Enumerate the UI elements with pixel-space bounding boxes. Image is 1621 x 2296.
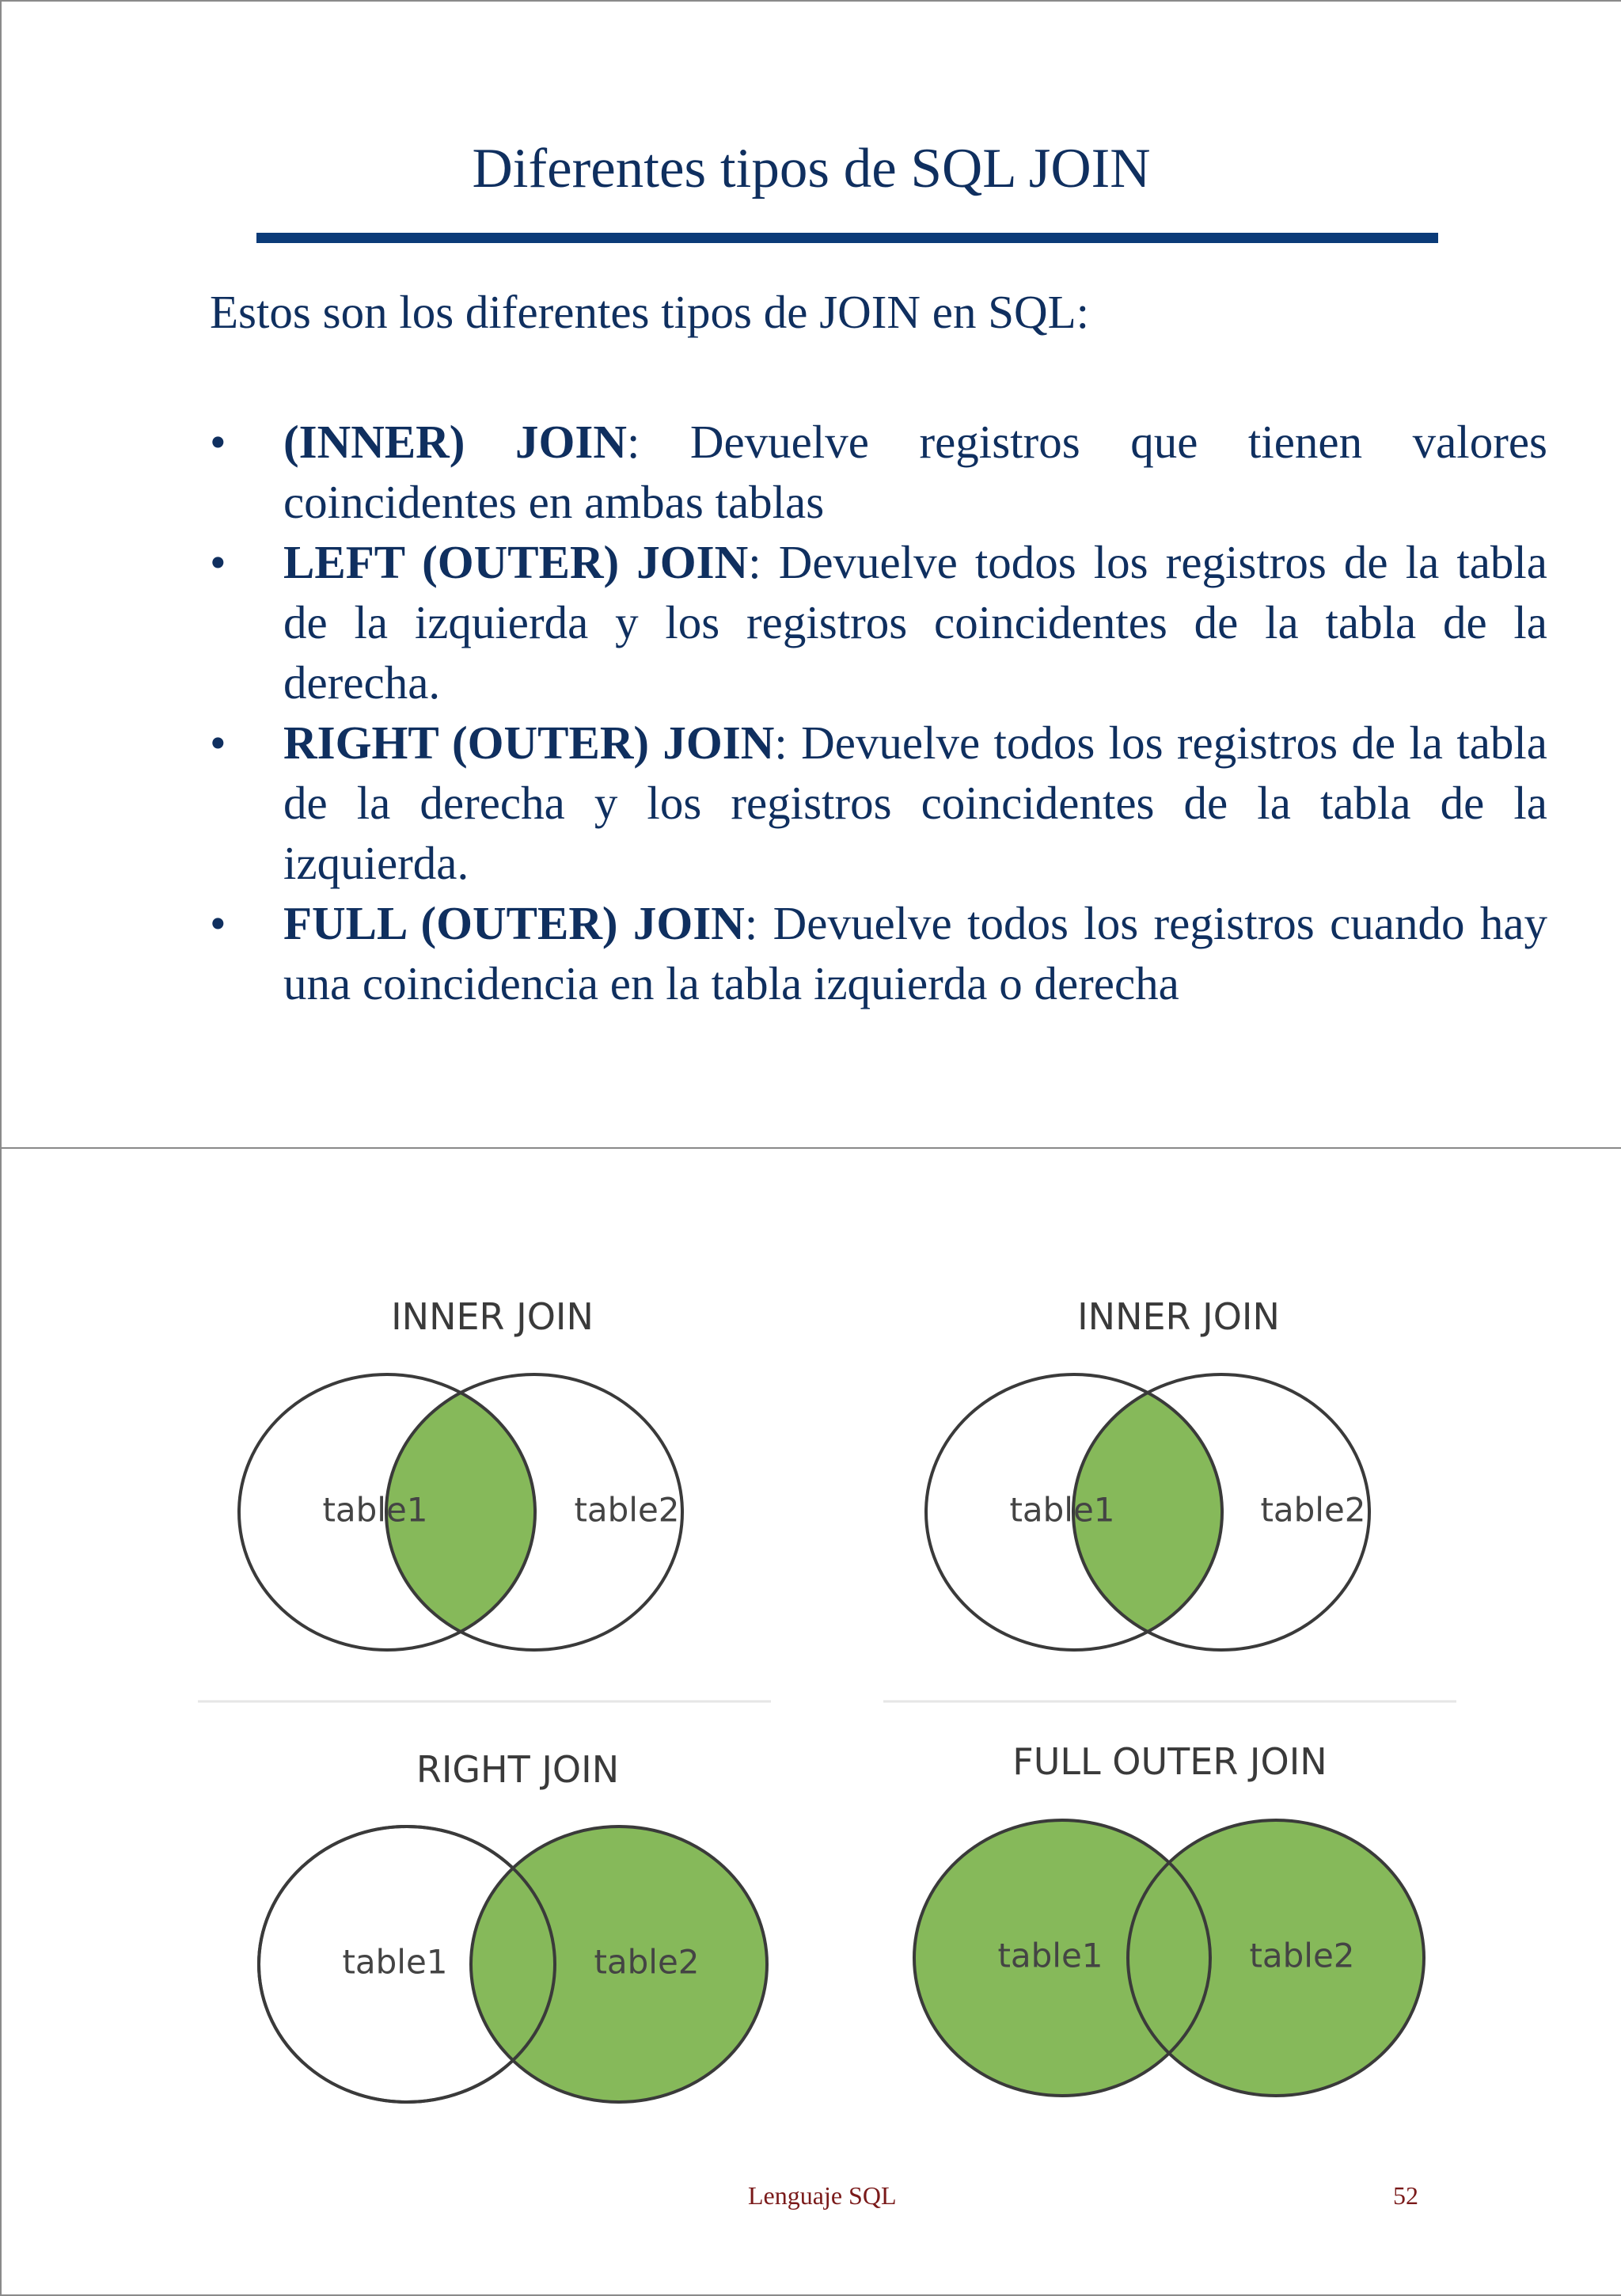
venn-right-label: table2: [1260, 1490, 1366, 1530]
venn-left-label: table1: [1009, 1490, 1115, 1530]
footer-title: Lenguaje SQL: [748, 2181, 897, 2210]
join-description: : Devuelve todos los registros de la tabla de la izquierda y los registros coincidentes de la tabla de la derecha.: [283, 536, 1547, 709]
venn-left-label: table1: [322, 1490, 428, 1530]
venn-inner-join: [239, 1295, 682, 1650]
venn-title: INNER JOIN: [391, 1295, 594, 1338]
venn-diagrams: [2, 1149, 1621, 2294]
list-item: [210, 713, 1547, 893]
slide-bottom: [0, 1147, 1621, 2296]
join-description: : Devuelve todos los registros cuando hay una coincidencia en la tabla izquierda o derecha: [283, 897, 1548, 1009]
join-term: (INNER) JOIN: [283, 416, 627, 468]
join-term: FULL (OUTER) JOIN: [283, 897, 745, 949]
join-term: LEFT (OUTER) JOIN: [283, 536, 749, 588]
list-item: [210, 893, 1547, 1013]
join-description: : Devuelve registros que tienen valores coincidentes en ambas tablas: [283, 416, 1547, 528]
venn-full-outer-join: [914, 1740, 1424, 2096]
join-types-list: [210, 412, 1547, 1013]
page-number: 52: [1393, 2181, 1418, 2210]
venn-left-label: table1: [997, 1936, 1103, 1975]
intro-text: Estos son los diferentes tipos de JOIN en SQL:: [210, 286, 1090, 338]
bullet-icon: •: [210, 717, 226, 769]
title-underline: [256, 233, 1438, 243]
list-item: [210, 412, 1547, 532]
join-term: RIGHT (OUTER) JOIN: [283, 717, 775, 769]
list-item: [210, 532, 1547, 713]
venn-right-join: [259, 1748, 767, 2102]
venn-right-label: table2: [1249, 1936, 1355, 1975]
venn-title: INNER JOIN: [1077, 1295, 1280, 1338]
venn-title: RIGHT JOIN: [416, 1748, 620, 1791]
venn-title: FULL OUTER JOIN: [1012, 1740, 1327, 1783]
venn-left-label: table1: [342, 1942, 448, 1982]
venn-inner-join: [926, 1295, 1369, 1650]
bullet-icon: •: [210, 536, 226, 588]
venn-right-label: table2: [594, 1942, 700, 1982]
bullet-icon: •: [210, 897, 226, 949]
bullet-icon: •: [210, 416, 226, 468]
slide-title: Diferentes tipos de SQL JOIN: [472, 138, 1151, 200]
venn-right-label: table2: [574, 1490, 680, 1530]
join-description: : Devuelve todos los registros de la tabla de la derecha y los registros coincidentes de la tabla de la izquierda.: [283, 717, 1547, 889]
